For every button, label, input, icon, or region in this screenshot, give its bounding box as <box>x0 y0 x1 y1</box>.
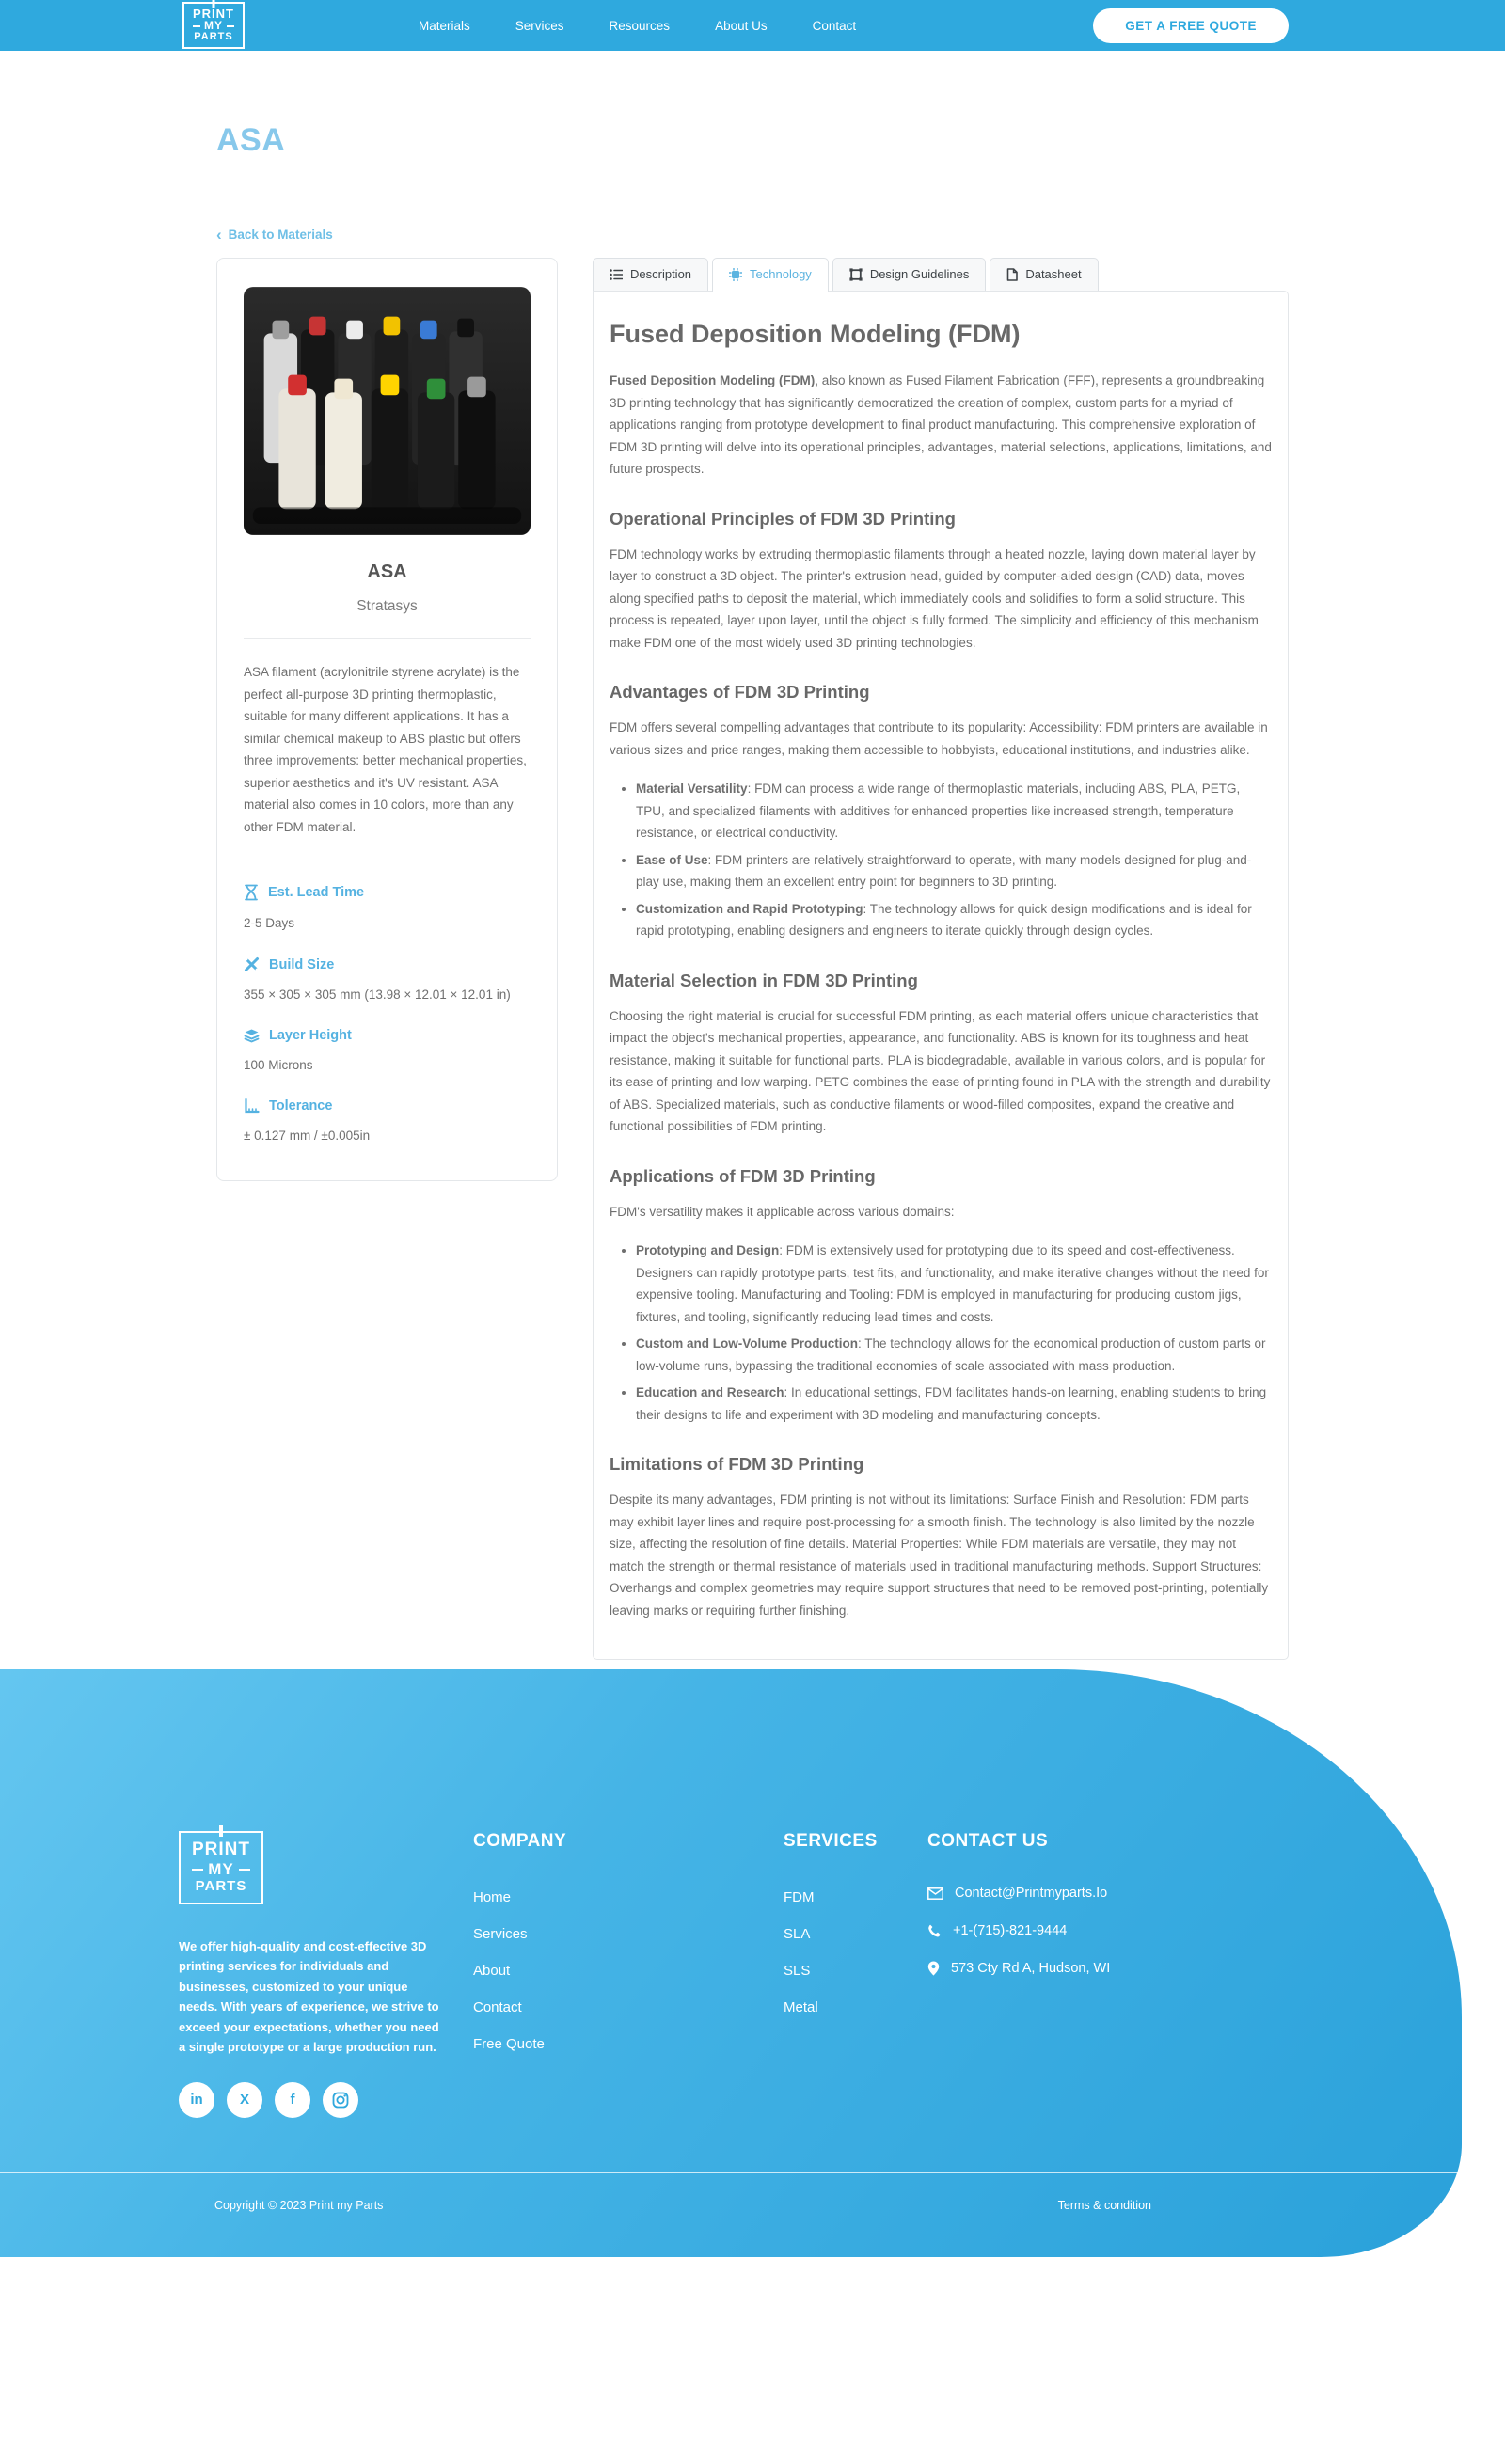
footer-company-column <box>473 1831 784 2118</box>
spec-build-size: Build Size 355 × 305 × 305 mm (13.98 × 12.01 × 12.01 in) <box>244 956 511 1002</box>
material-description: ASA filament (acrylonitrile styrene acrylate) is the perfect all-purpose 3D printing thermoplastic, suitable for many different applications. It has a similar chemical makeup to ABS plastic but offers three improvements: better mechanical properties, superior aesthetics and it's UV resistant. ASA material also comes in 10 colors, more than any other FDM material. <box>244 665 527 834</box>
divider <box>244 638 531 639</box>
nav-item-resources[interactable]: Resources <box>609 18 671 33</box>
spec-layer-height: Layer Height 100 Microns <box>244 1028 352 1072</box>
section-heading-applications: Applications of FDM 3D Printing <box>610 1165 876 1186</box>
facebook-icon[interactable]: f <box>275 2082 310 2118</box>
tab-technology[interactable]: Technology <box>712 258 829 292</box>
nozzle-icon <box>213 0 215 8</box>
x-twitter-icon[interactable]: X <box>227 2082 262 2118</box>
page-footer <box>0 1669 1505 2257</box>
footer-services-column <box>784 1831 927 2118</box>
instagram-icon[interactable] <box>323 2082 358 2118</box>
article-intro: Fused Deposition Modeling (FDM), also known as Fused Filament Fabrication (FFF), represents a groundbreaking 3D printing technology that has significantly democratized the creation of complex, custom parts for a myriad of applications ranging from prototype development to final product manufacturing. This comprehensive exploration of FDM 3D printing will delve into its operational principles, advantages, material selections, applications, limitations, and future prospects. <box>610 373 1272 476</box>
nav-item-materials[interactable]: Materials <box>419 18 470 33</box>
section-heading-materials: Material Selection in FDM 3D Printing <box>610 970 918 990</box>
chip-icon <box>729 268 742 281</box>
contact-email-row[interactable]: Contact@Printmyparts.Io <box>927 1886 1238 1901</box>
hourglass-icon <box>244 884 259 901</box>
ruler-icon <box>244 1098 260 1114</box>
terms-link[interactable]: Terms & condition <box>1057 2198 1151 2212</box>
tab-description[interactable]: Description <box>593 258 708 291</box>
footer-link-fdm[interactable]: FDM <box>784 1889 815 1905</box>
nav-item-services[interactable]: Services <box>515 18 564 33</box>
material-name: ASA <box>367 561 407 582</box>
phone-icon <box>927 1924 942 1938</box>
material-detail-content <box>593 258 1289 1660</box>
footer-logo[interactable]: PRINT MY PARTS <box>179 1831 263 1904</box>
top-navigation-bar <box>0 0 1505 51</box>
copyright-text: Copyright © 2023 Print my Parts <box>214 2198 384 2212</box>
nav-item-contact[interactable]: Contact <box>812 18 857 33</box>
technology-tab-panel <box>593 291 1289 1660</box>
footer-contact-column <box>927 1831 1238 2118</box>
section-body-advantages: FDM offers several compelling advantages that contribute to its popularity: Accessibility: FDM printers are available in various sizes and price ranges, making them accessible to hobbyists, educational institutions, and industries alike. <box>610 720 1268 757</box>
list-item: • Prototyping and Design: FDM is extensively used for prototyping due to its speed and cost-effectiveness. Designers can rapidly prototype parts, test fits, and functionality, and make iterative changes without the need for expensive tooling. Manufacturing and Tooling: FDM is employed in manufacturing for producing custom jigs, fixtures, and tooling, significantly reducing lead times and costs. <box>636 1240 1272 1328</box>
footer-link-home[interactable]: Home <box>473 1889 512 1905</box>
crop-frame-icon <box>849 268 863 281</box>
chevron-left-icon: ‹ <box>216 226 222 244</box>
logo-line: PRINT <box>193 6 234 21</box>
layers-icon <box>244 1028 260 1043</box>
logo-line: MY <box>204 19 223 33</box>
tools-icon <box>244 956 260 972</box>
nav-item-about-us[interactable]: About Us <box>715 18 768 33</box>
list-icon <box>610 269 623 280</box>
section-heading-limitations: Limitations of FDM 3D Printing <box>610 1454 864 1474</box>
spec-tolerance: Tolerance ± 0.127 mm / ±0.005in <box>244 1098 371 1143</box>
spec-lead-time: Est. Lead Time 2-5 Days <box>244 885 365 930</box>
site-logo[interactable] <box>182 2 245 50</box>
nozzle-icon <box>219 1825 223 1837</box>
document-icon <box>1006 268 1018 281</box>
section-heading-advantages: Advantages of FDM 3D Printing <box>610 682 870 702</box>
tab-datasheet[interactable]: Datasheet <box>990 258 1098 291</box>
footer-link-about[interactable]: About <box>473 1963 511 1979</box>
footer-link-services[interactable]: Services <box>473 1926 528 1942</box>
list-item: • Material Versatility: FDM can process a wide range of thermoplastic materials, including ABS, PLA, PETG, TPU, and specialized filaments with additives for enhanced properties like increased strength, temperature resistance, or electrical conductivity. <box>636 778 1272 845</box>
footer-about-text: We offer high-quality and cost-effective 3D printing services for individuals and businesses, customized to your unique needs. With years of experience, we strive to exceed your expectations, whether you need a single prototype or a large production run. <box>179 1938 439 2055</box>
applications-list <box>636 1240 1272 1426</box>
contact-phone-row[interactable]: +1-(715)-821-9444 <box>927 1923 1238 1938</box>
detail-tabs <box>593 258 1289 291</box>
section-body-materials: Choosing the right material is crucial for successful FDM printing, as each material offers unique characteristics that impact the object's mechanical properties, appearance, and functionality. ABS is known for its toughness and heat resistance, making it suitable for functional parts. PLA is biodegradable, available in various colors, and is popular for its ease of printing and low warping. PETG combines the ease of printing found in PLA with the strength and durability of ABS. Specialized materials, such as conductive filaments or wood-filled composites, expand the creative and functional possibilities of FDM printing. <box>610 1008 1271 1133</box>
advantages-list <box>636 778 1272 942</box>
material-summary-card <box>216 258 558 1181</box>
logo-line: PARTS <box>194 30 233 42</box>
footer-link-free-quote[interactable]: Free Quote <box>473 2036 545 2052</box>
map-pin-icon <box>927 1961 940 1976</box>
section-body-operational: FDM technology works by extruding thermoplastic filaments through a heated nozzle, laying down material layer by layer to construct a 3D object. The printer's extrusion head, guided by computer-aided design (CAD) data, moves along specified paths to deposit the material, which immediately cools and solidifies to form a solid structure. This process is repeated, layer upon layer, until the object is fully formed. The simplicity and efficiency of this mechanism make FDM one of the most widely used 3D printing technologies. <box>610 546 1259 650</box>
footer-column-title: SERVICES <box>784 1831 878 1851</box>
linkedin-icon[interactable]: in <box>179 2082 214 2118</box>
back-to-materials-link[interactable]: ‹ Back to Materials <box>216 226 333 244</box>
list-item: • Customization and Rapid Prototyping: The technology allows for quick design modifications and is ideal for rapid prototyping, enabling designers and engineers to iterate quickly through design cycles. <box>636 898 1272 942</box>
footer-link-sls[interactable]: SLS <box>784 1963 811 1979</box>
material-brand: Stratasys <box>356 598 418 614</box>
section-heading-operational: Operational Principles of FDM 3D Printing <box>610 508 956 529</box>
list-item: • Ease of Use: FDM printers are relatively straightforward to operate, with many models designed for plug-and-play use, making them an excellent entry point for beginners to 3D printing. <box>636 849 1272 893</box>
footer-column-title: CONTACT US <box>927 1831 1049 1851</box>
envelope-icon <box>927 1887 943 1900</box>
contact-address-row[interactable]: 573 Cty Rd A, Hudson, WI <box>927 1961 1238 1976</box>
section-body-limitations: Despite its many advantages, FDM printing is not without its limitations: Surface Finish and Resolution: FDM parts may exhibit layer lines and require post-processing for a smooth finish. The technology is also limited by the nozzle size, affecting the resolution of fine details. Material Properties: While FDM materials are versatile, they may not match the strength or thermal resistance of materials used in traditional manufacturing methods. Support Structures: Overhangs and complex geometries may require support structures that need to be removed post-printing, potentially leaving marks or requiring further finishing. <box>610 1493 1269 1618</box>
section-lead-applications: FDM's versatility makes it applicable across various domains: <box>610 1204 955 1219</box>
list-item: • Education and Research: In educational settings, FDM facilitates hands-on learning, enabling students to bring their designs to life and experiment with 3D modeling and manufacturing concepts. <box>636 1382 1272 1426</box>
footer-link-contact[interactable]: Contact <box>473 1999 522 2015</box>
page-title: ASA <box>216 122 286 158</box>
get-free-quote-button[interactable]: GET A FREE QUOTE <box>1093 8 1289 43</box>
main-nav <box>419 19 856 33</box>
footer-column-title: COMPANY <box>473 1831 567 1851</box>
footer-link-metal[interactable]: Metal <box>784 1999 818 2015</box>
article-title: Fused Deposition Modeling (FDM) <box>610 320 1021 348</box>
material-photo <box>244 285 531 537</box>
footer-link-sla[interactable]: SLA <box>784 1926 811 1942</box>
social-links <box>179 2082 473 2118</box>
tab-design-guidelines[interactable]: Design Guidelines <box>832 258 987 291</box>
list-item: • Custom and Low-Volume Production: The technology allows for the economical production of custom parts or low-volume runs, bypassing the traditional economies of scale associated with mass production. <box>636 1333 1272 1377</box>
